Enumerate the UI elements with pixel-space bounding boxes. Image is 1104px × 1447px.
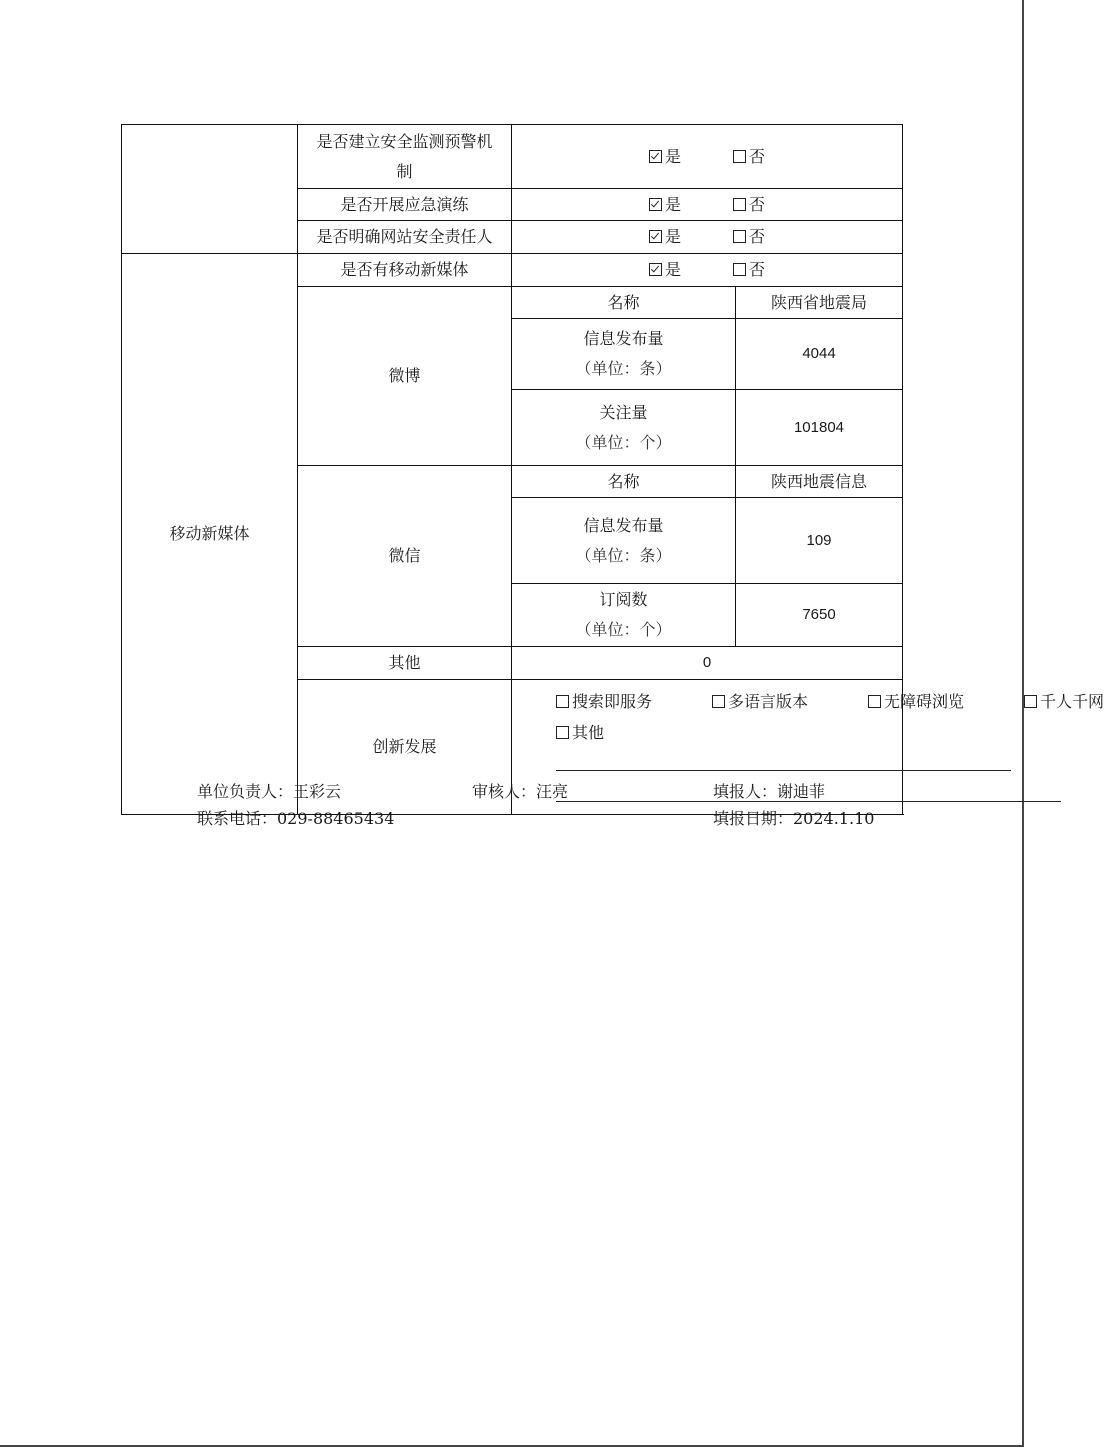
page-edge-right — [1022, 0, 1024, 1447]
other-media-value: 0 — [512, 647, 903, 680]
weibo-info-value: 4044 — [736, 319, 903, 390]
emergency-drill-label: 是否开展应急演练 — [298, 189, 512, 221]
weibo-label: 微博 — [298, 287, 512, 466]
weibo-follow-value: 101804 — [736, 390, 903, 466]
has-mobile-options — [512, 254, 903, 287]
innovation-other-checkbox[interactable]: 其他 — [556, 717, 604, 748]
reviewer: 审核人：汪亮 — [472, 782, 569, 801]
wechat-label: 微信 — [298, 466, 512, 647]
no-checkbox[interactable]: 否 — [733, 255, 765, 285]
no-checkbox[interactable]: 否 — [733, 222, 765, 252]
checkbox-empty-icon — [712, 695, 725, 708]
yes-checkbox[interactable]: 是 — [649, 222, 681, 252]
wechat-info-label: 信息发布量 （单位：条） — [512, 498, 736, 584]
checkbox-empty-icon — [868, 695, 881, 708]
multilingual-checkbox[interactable]: 多语言版本 — [712, 686, 808, 717]
wechat-name-value: 陕西地震信息 — [736, 466, 903, 498]
weibo-name-label: 名称 — [512, 287, 736, 319]
checkbox-checked-icon — [649, 263, 662, 276]
has-mobile-label: 是否有移动新媒体 — [298, 254, 512, 287]
checkbox-checked-icon — [649, 230, 662, 243]
wechat-info-value: 109 — [736, 498, 903, 584]
innovation-options — [512, 680, 1104, 815]
no-checkbox[interactable]: 否 — [733, 142, 765, 172]
accessibility-checkbox[interactable]: 无障碍浏览 — [868, 686, 964, 717]
yes-checkbox[interactable]: 是 — [649, 190, 681, 220]
yes-checkbox[interactable]: 是 — [649, 142, 681, 172]
weibo-info-label: 信息发布量 （单位：条） — [512, 319, 736, 390]
security-monitor-label: 是否建立安全监测预警机 制 — [298, 125, 512, 189]
security-section-cell — [122, 125, 298, 254]
checkbox-checked-icon — [649, 150, 662, 163]
no-checkbox[interactable]: 否 — [733, 190, 765, 220]
filler: 填报人：谢迪菲 — [713, 782, 826, 801]
other-fill-line[interactable] — [556, 752, 1011, 771]
search-service-checkbox[interactable]: 搜索即服务 — [556, 686, 652, 717]
wechat-name-label: 名称 — [512, 466, 736, 498]
mobile-section-label: 移动新媒体 — [122, 254, 298, 815]
innovation-section-label: 创新发展 — [298, 680, 512, 815]
contact-phone: 联系电话：029-88465434 — [197, 809, 395, 828]
checkbox-empty-icon — [556, 726, 569, 739]
checkbox-empty-icon — [733, 198, 746, 211]
table-row — [122, 125, 903, 189]
wechat-sub-label: 订阅数 （单位：个） — [512, 584, 736, 647]
checkbox-empty-icon — [556, 695, 569, 708]
checkbox-empty-icon — [733, 263, 746, 276]
checkbox-empty-icon — [1024, 695, 1037, 708]
checkbox-empty-icon — [733, 150, 746, 163]
security-monitor-options — [512, 125, 903, 189]
yes-checkbox[interactable]: 是 — [649, 255, 681, 285]
fill-date: 填报日期：2024.1.10 — [713, 809, 875, 828]
table-row — [122, 254, 903, 287]
checkbox-checked-icon — [649, 198, 662, 211]
report-table — [121, 124, 1104, 815]
weibo-follow-label: 关注量 （单位：个） — [512, 390, 736, 466]
unit-head: 单位负责人：王彩云 — [197, 782, 342, 801]
other-media-label: 其他 — [298, 647, 512, 680]
checkbox-empty-icon — [733, 230, 746, 243]
wechat-sub-value: 7650 — [736, 584, 903, 647]
personalized-checkbox[interactable]: 千人千网 — [1024, 686, 1104, 717]
emergency-drill-options — [512, 189, 903, 221]
security-owner-label: 是否明确网站安全责任人 — [298, 221, 512, 254]
security-owner-options — [512, 221, 903, 254]
weibo-name-value: 陕西省地震局 — [736, 287, 903, 319]
